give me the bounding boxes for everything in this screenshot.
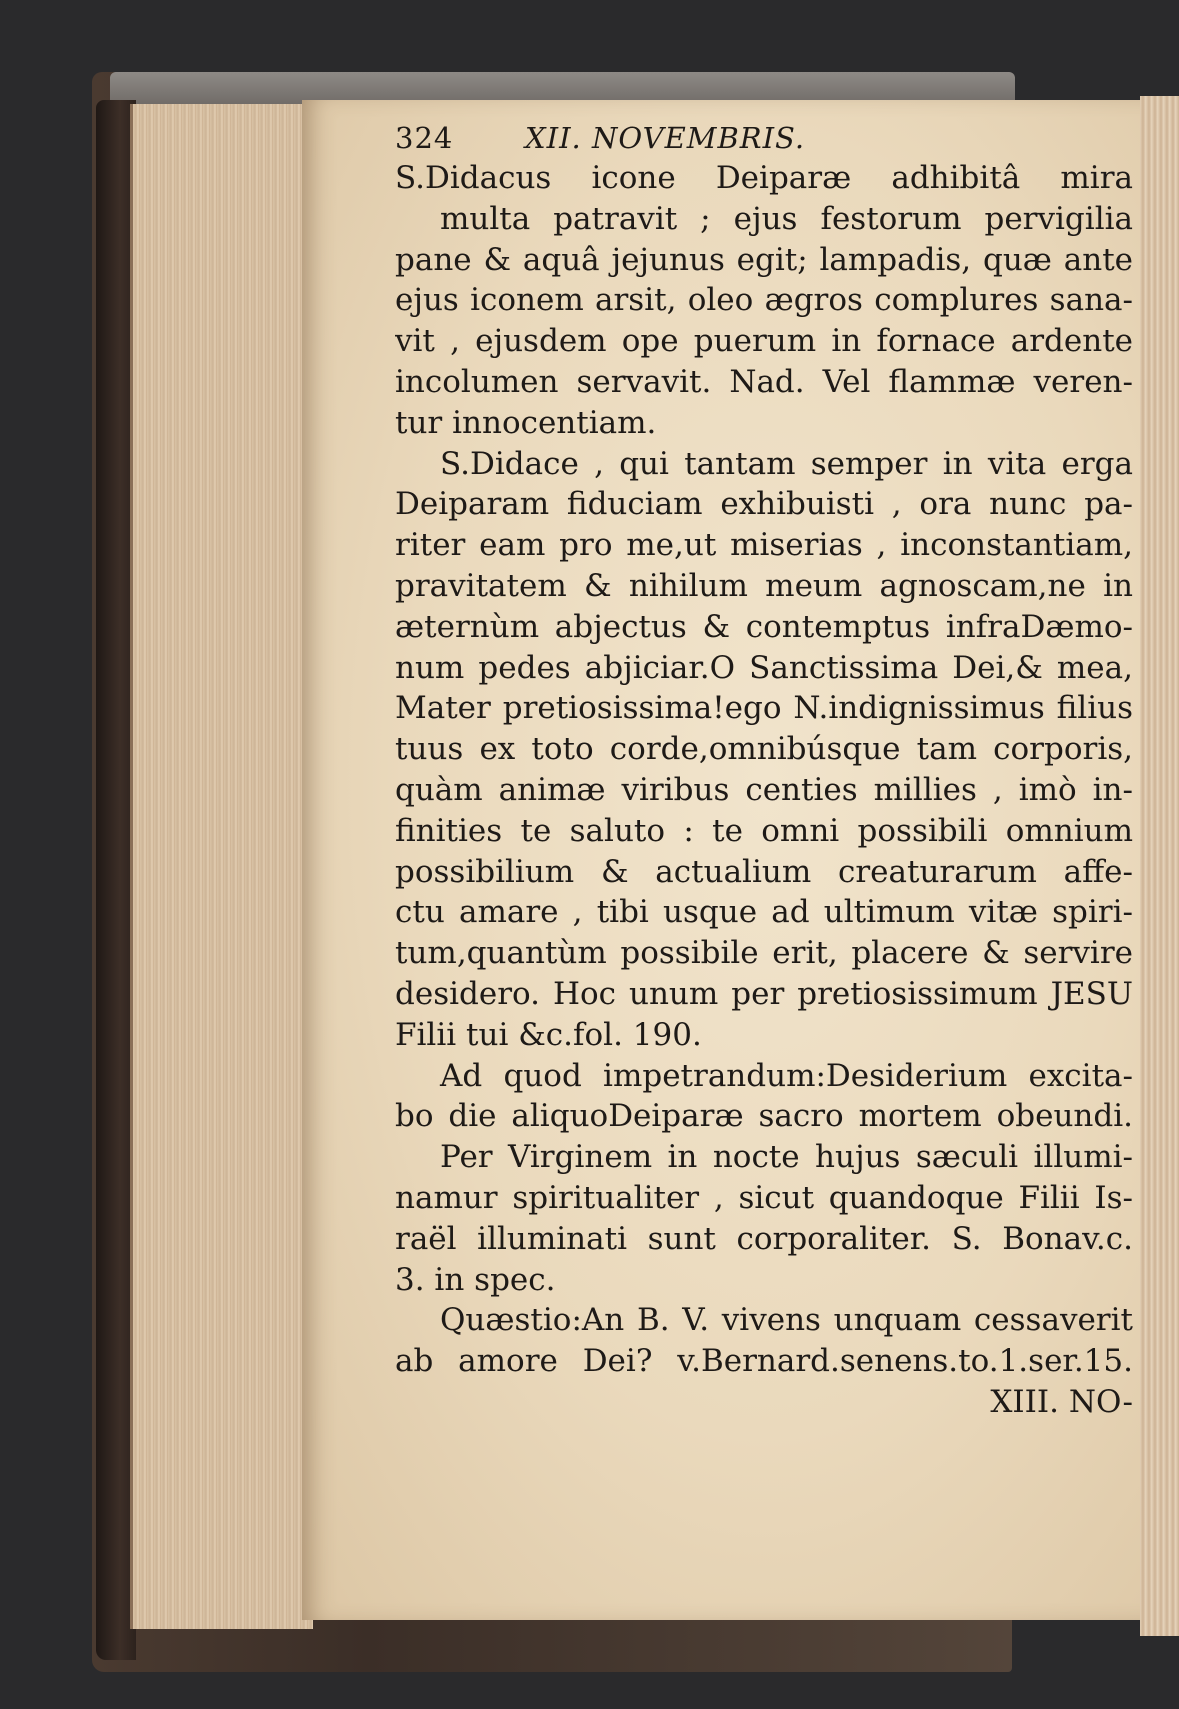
- text-line: tuus ex toto corde,omnibúsque tam corporis,: [395, 731, 1133, 768]
- text-line: multa patravit ; ejus festorum pervigilia: [440, 200, 1133, 237]
- text-line: possibilium & actualium creaturarum affe-: [395, 853, 1133, 890]
- text-line: finities te saluto : te omni possibili omnium: [395, 812, 1133, 849]
- text-line: Mater pretiosissima!ego N.indignissimus filius: [395, 690, 1133, 727]
- text-line: desidero. Hoc unum per pretiosissimum JESU: [395, 975, 1133, 1012]
- running-title: XII. NOVEMBRIS.: [525, 121, 806, 155]
- page-text: [395, 118, 1133, 1423]
- text-line: S.Didacus icone Deiparæ adhibitâ mira: [395, 160, 1133, 196]
- text-line: 3. in spec.: [395, 1261, 556, 1298]
- text-line: Deiparam fiduciam exhibuisti , ora nunc pa-: [395, 486, 1133, 523]
- text-line: bo die aliquoDeiparæ sacro mortem obeundi.: [395, 1098, 1133, 1135]
- text-line: ejus iconem arsit, oleo ægros complures sana-: [395, 282, 1133, 319]
- text-line: Ad quod impetrandum:Desiderium excita-: [440, 1057, 1133, 1094]
- text-line: ctu amare , tibi usque ad ultimum vitæ spiri-: [395, 894, 1133, 931]
- text-line: S.Didace , qui tantam semper in vita erga: [440, 445, 1133, 482]
- text-line: incolumen servavit. Nad. Vel flammæ veren-: [395, 363, 1133, 400]
- text-line: num pedes abjiciar.O Sanctissima Dei,& mea,: [395, 649, 1133, 686]
- text-line: Per Virginem in nocte hujus sæculi illumi-: [440, 1139, 1133, 1176]
- text-line: pravitatem & nihilum meum agnoscam,ne in: [395, 567, 1133, 604]
- text-line: æternùm abjectus & contemptus infraDæmo-: [395, 608, 1133, 645]
- running-header: [395, 118, 1133, 158]
- text-line: vit , ejusdem ope puerum in fornace ardente: [395, 323, 1133, 360]
- text-line: ab amore Dei? v.Bernard.senens.to.1.ser.15.: [395, 1343, 1133, 1380]
- text-line: raël illuminati sunt corporaliter. S. Bonav.c.: [395, 1220, 1133, 1257]
- right-page-block-edges: [1140, 96, 1179, 1636]
- left-page-block-edges: [130, 104, 313, 1629]
- text-line: pane & aquâ jejunus egit; lampadis, quæ ante: [395, 241, 1133, 278]
- text-line: Quæstio:An B. V. vivens unquam cessaverit: [440, 1302, 1133, 1339]
- text-line: quàm animæ viribus centies millies , imò in-: [395, 771, 1133, 808]
- text-lines: [395, 158, 1133, 1423]
- text-line: tur innocentiam.: [395, 404, 657, 441]
- text-line: namur spiritualiter , sicut quandoque Filii Is-: [395, 1179, 1133, 1216]
- page-number: 324: [395, 121, 454, 155]
- text-line: XIII. NO-: [990, 1383, 1133, 1420]
- text-line: riter eam pro me,ut miserias , inconstantiam,: [395, 527, 1133, 564]
- text-line: tum,quantùm possibile erit, placere & servire: [395, 935, 1133, 972]
- text-line: Filii tui &c.fol. 190.: [395, 1016, 702, 1053]
